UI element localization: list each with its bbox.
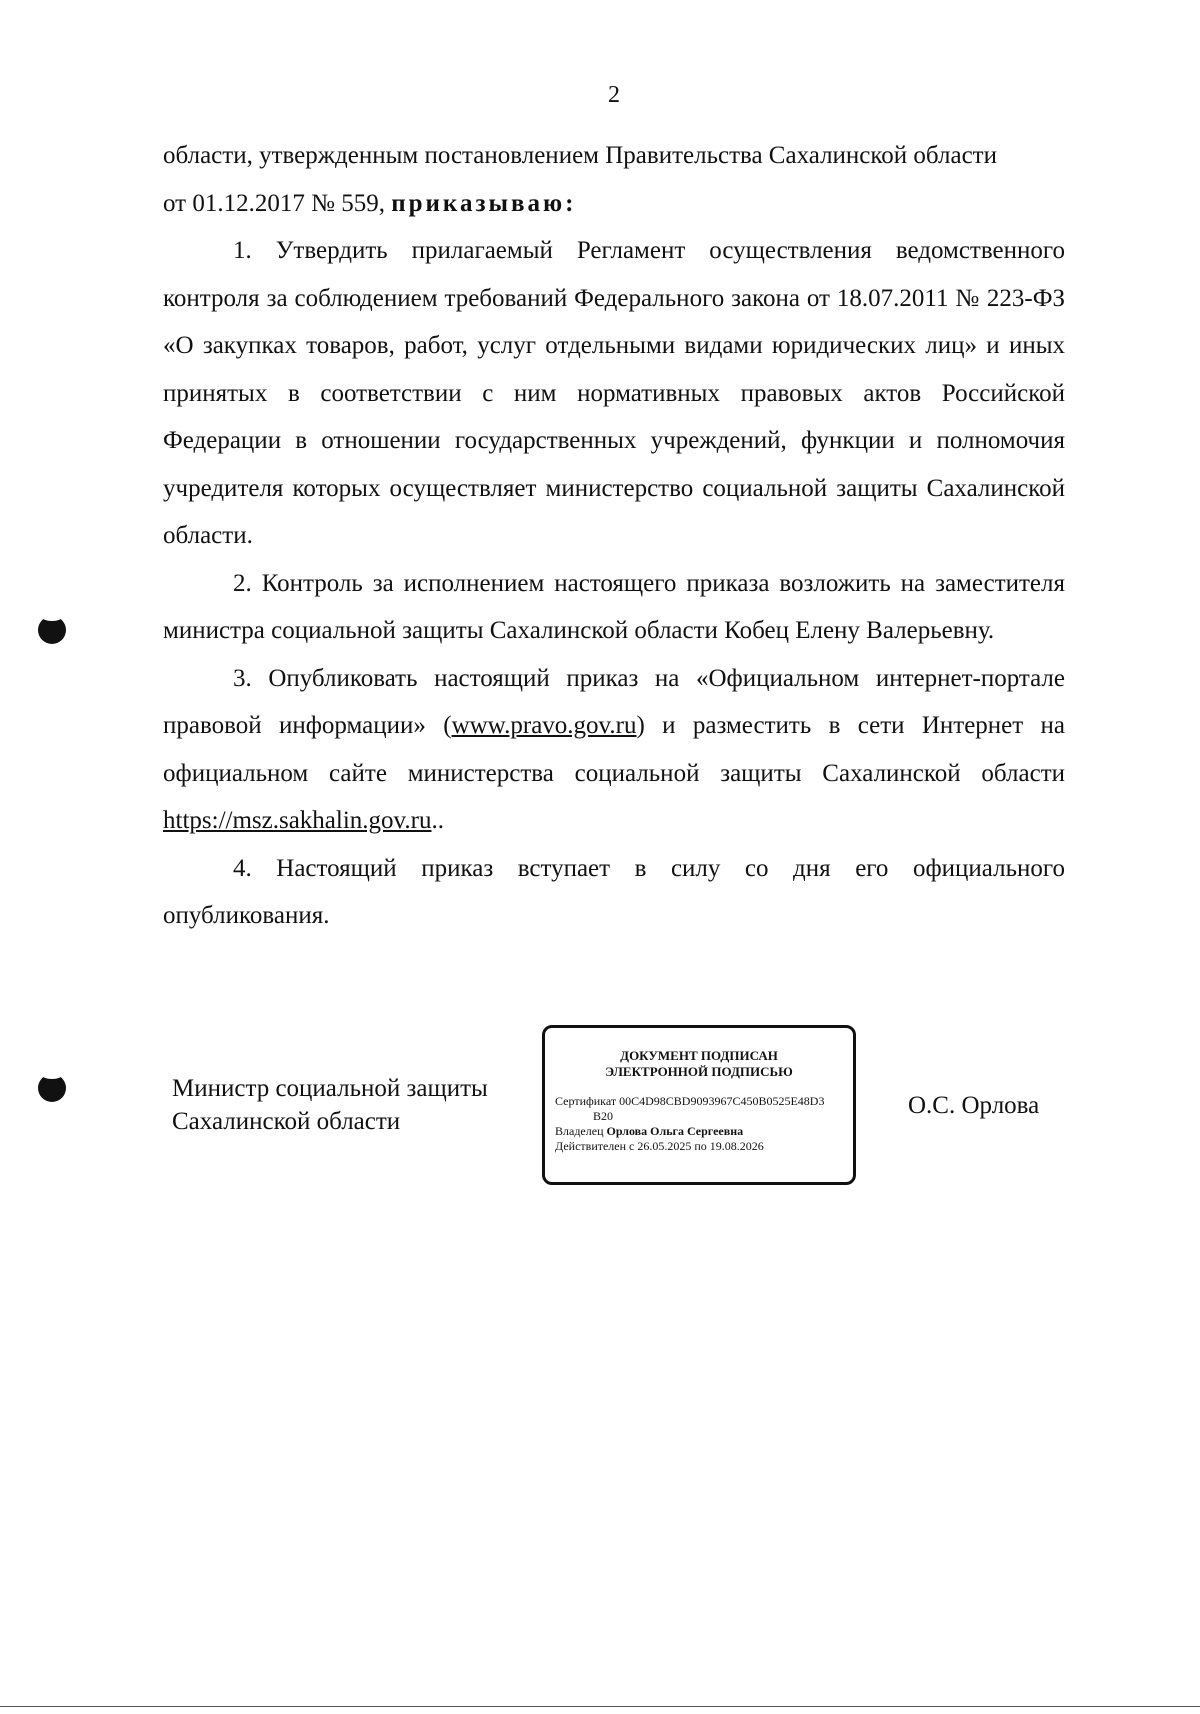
signatory-name: О.С. Орлова: [908, 1092, 1040, 1119]
pravo-link[interactable]: www.pravo.gov.ru: [451, 712, 637, 739]
stamp-validity: Действителен с 26.05.2025 по 19.08.2026: [555, 1139, 764, 1153]
signatory-position: [172, 1072, 488, 1138]
stamp-cert-label: Сертификат: [555, 1094, 617, 1108]
order-item-2: 2. Контроль за исполнением настоящего приказа возложить на заместителя министра социальной защиты Сахалинской области Кобец Елену Валерьевну.: [163, 569, 1065, 644]
punch-hole-mark: [38, 1074, 66, 1102]
page-edge-line: [0, 1706, 1200, 1707]
stamp-title-line-2: ЭЛЕКТРОННОЙ ПОДПИСЬЮ: [605, 1064, 793, 1079]
order-item-1: 1. Утвердить прилагаемый Регламент осуществления ведомственного контроля за соблюдением требований Федерального закона от 18.07.2011 № 223-ФЗ «О закупках товаров, работ, услуг отдельными видами юридических лиц» и иных принятых в соответствии с ним нормативных правовых актов Российской Федерации в отношении государственных учреждений, функции и полномочия учредителя которых осуществляет министерство социальной защиты Сахалинской области.: [163, 237, 1065, 549]
stamp-cert-value-tail: B20: [593, 1109, 614, 1123]
stamp-cert-value: 00C4D98CBD9093967C450B0525E48D3: [619, 1094, 825, 1108]
order-keyword: приказываю:: [391, 189, 577, 217]
item-3-text-2: ) и разместить в сети Интернет на официальном сайте министерства социальной защиты Сахалинской области: [163, 712, 1066, 787]
electronic-signature-stamp: [542, 1025, 856, 1185]
stamp-certificate: [555, 1094, 843, 1109]
position-line-1: Министр социальной защиты: [172, 1075, 488, 1102]
document-body: [163, 132, 1065, 940]
stamp-owner: [555, 1124, 843, 1139]
order-item-3: [163, 655, 1065, 845]
msz-link[interactable]: https://msz.sakhalin.gov.ru: [163, 807, 432, 834]
intro-line-1: области, утвержденным постановлением Правительства Сахалинской области: [163, 142, 997, 169]
item-3-text-1: 3. Опубликовать настоящий приказ на «Официальном интернет-портале правовой информации» (: [163, 664, 1065, 739]
stamp-owner-value: Орлова Ольга Сергеевна: [606, 1124, 744, 1138]
page-number: 2: [608, 82, 620, 108]
stamp-title-line-1: ДОКУМЕНТ ПОДПИСАН: [620, 1048, 778, 1063]
item-3-text-3: ..: [431, 807, 444, 834]
position-line-2: Сахалинской области: [172, 1108, 401, 1135]
intro-line-2: от 01.12.2017 № 559,: [163, 189, 392, 217]
stamp-owner-label: Владелец: [555, 1124, 604, 1138]
order-item-4: 4. Настоящий приказ вступает в силу со дня его официального опубликования.: [163, 854, 1065, 929]
intro-paragraph: [163, 132, 1065, 227]
punch-hole-mark: [38, 616, 66, 644]
